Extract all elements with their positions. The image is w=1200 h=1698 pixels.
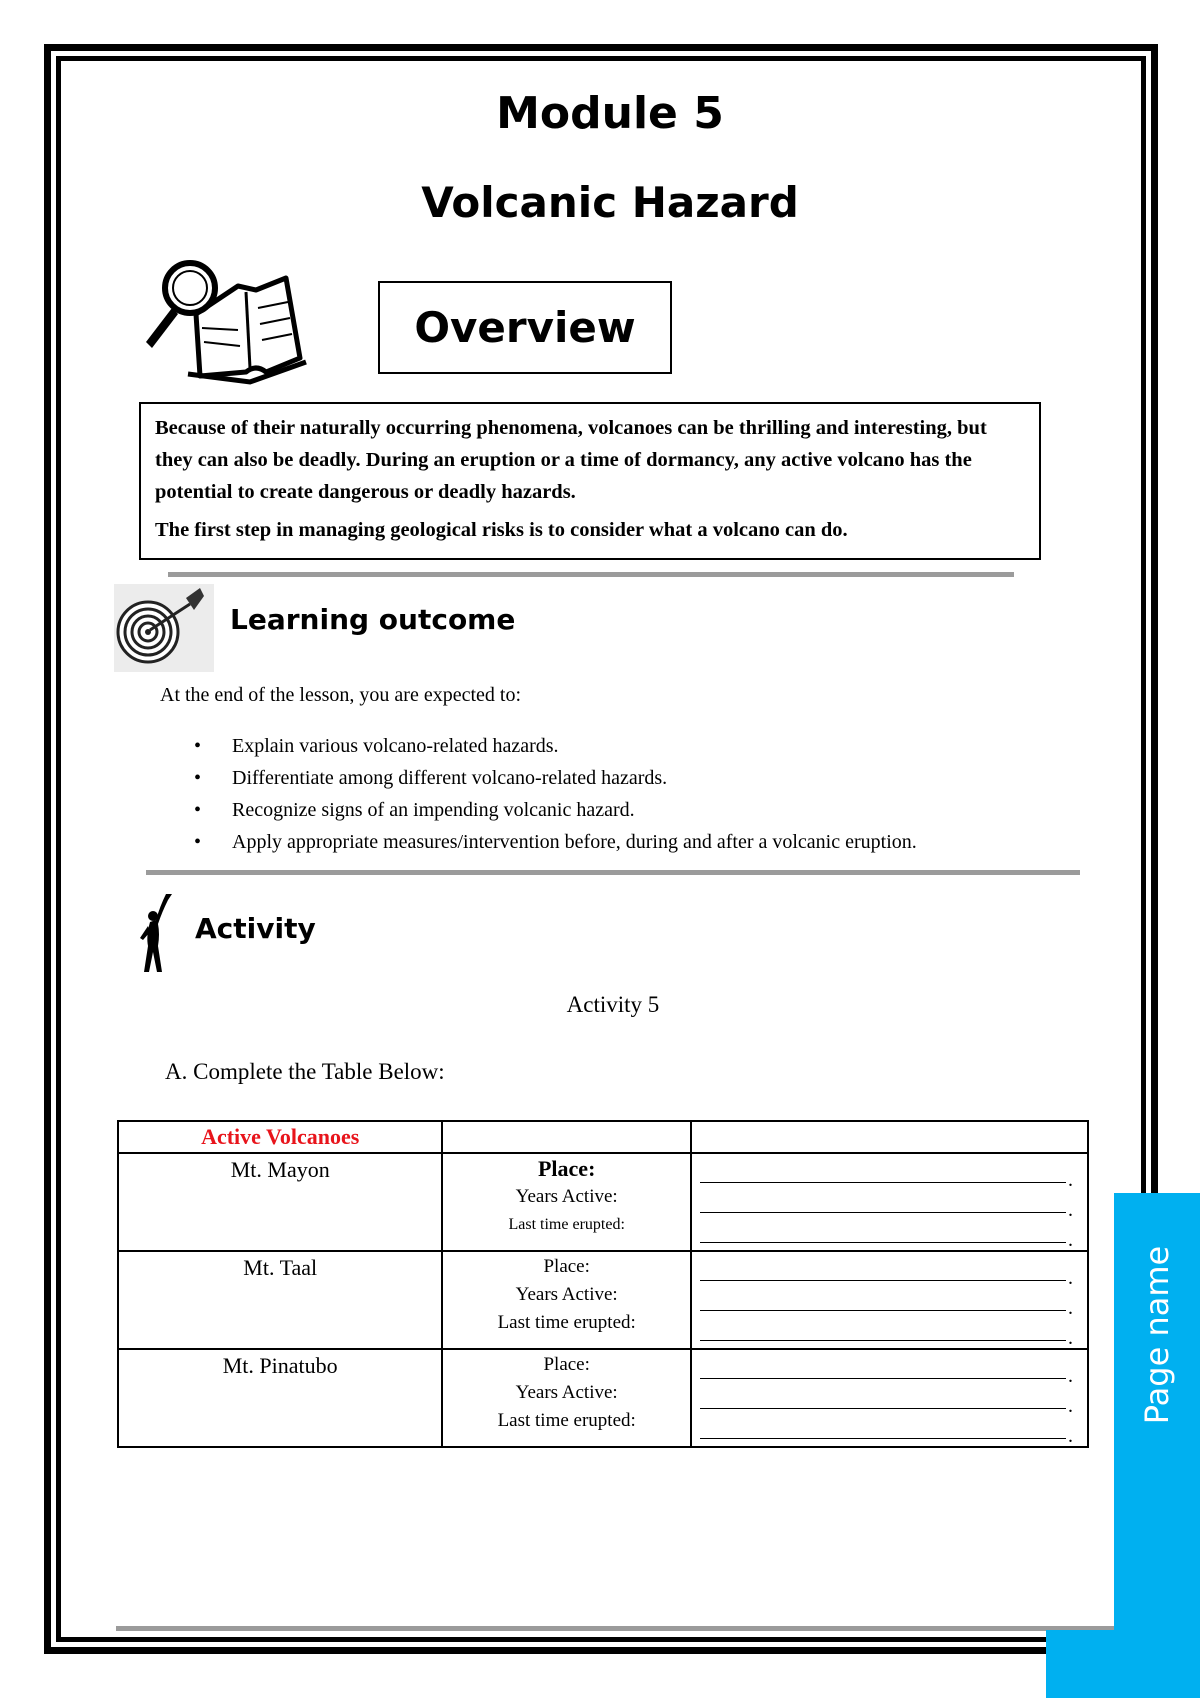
field-labels-cell bbox=[442, 1251, 691, 1349]
answer-line[interactable] bbox=[700, 1350, 1066, 1379]
section-divider bbox=[146, 870, 1080, 875]
answer-lines-cell[interactable] bbox=[691, 1153, 1088, 1251]
years-active-label: Years Active: bbox=[515, 1284, 618, 1305]
table-row bbox=[118, 1349, 1088, 1447]
answer-line[interactable] bbox=[700, 1380, 1066, 1409]
target-dart-icon bbox=[114, 584, 214, 672]
place-label: Place: bbox=[543, 1256, 590, 1277]
side-tab-label: Page name bbox=[1138, 1245, 1176, 1425]
answer-line[interactable] bbox=[700, 1312, 1066, 1341]
overview-paragraph: Because of their naturally occurring phenomena, volcanoes can be thrilling and interesting, but they can also be deadly. During an eruption or a time of dormancy, any active volcano has the potential to create dangerous or deadly hazards. bbox=[155, 417, 987, 503]
last-erupted-label: Last time erupted: bbox=[497, 1410, 636, 1431]
line-end-dot: . bbox=[1067, 1425, 1073, 1447]
overview-paragraph: The first step in managing geological risks is to consider what a volcano can do. bbox=[155, 519, 848, 541]
line-end-dot: . bbox=[1067, 1267, 1073, 1289]
line-end-dot: . bbox=[1067, 1395, 1073, 1417]
place-label: Place: bbox=[543, 1354, 590, 1375]
volcano-name: Mt. Mayon bbox=[230, 1157, 330, 1182]
field-labels-cell bbox=[442, 1349, 691, 1447]
field-labels bbox=[443, 1350, 690, 1435]
module-title: Module 5 bbox=[496, 88, 724, 139]
answer-line[interactable] bbox=[700, 1282, 1066, 1311]
learning-outcome-intro: At the end of the lesson, you are expected to: bbox=[160, 684, 521, 706]
learning-outcome-heading: Learning outcome bbox=[230, 603, 516, 636]
line-end-dot: . bbox=[1067, 1199, 1073, 1221]
list-item: • Differentiate among different volcano-related hazards. bbox=[194, 762, 917, 794]
answer-line[interactable] bbox=[700, 1410, 1066, 1439]
activity-heading: Activity bbox=[195, 912, 316, 945]
answer-line[interactable] bbox=[700, 1252, 1066, 1281]
last-erupted-label: Last time erupted: bbox=[508, 1216, 625, 1233]
volcano-name-cell bbox=[118, 1349, 442, 1447]
field-labels-cell bbox=[442, 1153, 691, 1251]
place-label: Place: bbox=[537, 1156, 596, 1181]
volcano-name: Mt. Taal bbox=[243, 1255, 318, 1280]
last-erupted-label: Last time erupted: bbox=[497, 1312, 636, 1333]
activity-instruction: A. Complete the Table Below: bbox=[165, 1059, 445, 1084]
person-stretching-icon bbox=[136, 892, 180, 976]
active-volcanoes-header: Active Volcanoes bbox=[201, 1124, 360, 1149]
table-header-cell bbox=[118, 1121, 442, 1153]
table-header-cell bbox=[442, 1121, 691, 1153]
answer-line[interactable] bbox=[700, 1154, 1066, 1183]
line-end-dot: . bbox=[1067, 1297, 1073, 1319]
magnifier-book-icon bbox=[138, 256, 308, 386]
table-row bbox=[118, 1153, 1088, 1251]
line-end-dot: . bbox=[1067, 1327, 1073, 1349]
overview-text-box bbox=[139, 402, 1041, 560]
line-end-dot: . bbox=[1067, 1169, 1073, 1191]
activity-number: Activity 5 bbox=[566, 992, 660, 1017]
table-header-cell bbox=[691, 1121, 1088, 1153]
section-divider bbox=[168, 572, 1014, 577]
volcano-table bbox=[117, 1120, 1089, 1448]
side-tab-foot bbox=[1046, 1630, 1114, 1698]
field-labels bbox=[443, 1252, 690, 1337]
answer-lines-cell[interactable] bbox=[691, 1349, 1088, 1447]
table-row bbox=[118, 1251, 1088, 1349]
volcano-name: Mt. Pinatubo bbox=[222, 1353, 338, 1378]
list-item: • Explain various volcano-related hazards. bbox=[194, 730, 917, 762]
line-end-dot: . bbox=[1067, 1229, 1073, 1251]
answer-line[interactable] bbox=[700, 1184, 1066, 1213]
learning-outcome-list bbox=[194, 730, 917, 858]
overview-heading: Overview bbox=[414, 303, 636, 352]
line-end-dot: . bbox=[1067, 1365, 1073, 1387]
volcano-name-cell bbox=[118, 1153, 442, 1251]
answer-lines-cell[interactable] bbox=[691, 1251, 1088, 1349]
footer-divider bbox=[116, 1626, 1114, 1631]
list-item: • Apply appropriate measures/intervention before, during and after a volcanic eruption. bbox=[194, 826, 917, 858]
table-header-row bbox=[118, 1121, 1088, 1153]
field-labels bbox=[443, 1154, 690, 1239]
module-subtitle: Volcanic Hazard bbox=[421, 178, 799, 227]
answer-line[interactable] bbox=[700, 1214, 1066, 1243]
list-item: • Recognize signs of an impending volcanic hazard. bbox=[194, 794, 917, 826]
years-active-label: Years Active: bbox=[515, 1382, 618, 1403]
overview-heading-box bbox=[378, 281, 672, 374]
volcano-name-cell bbox=[118, 1251, 442, 1349]
years-active-label: Years Active: bbox=[515, 1186, 618, 1207]
